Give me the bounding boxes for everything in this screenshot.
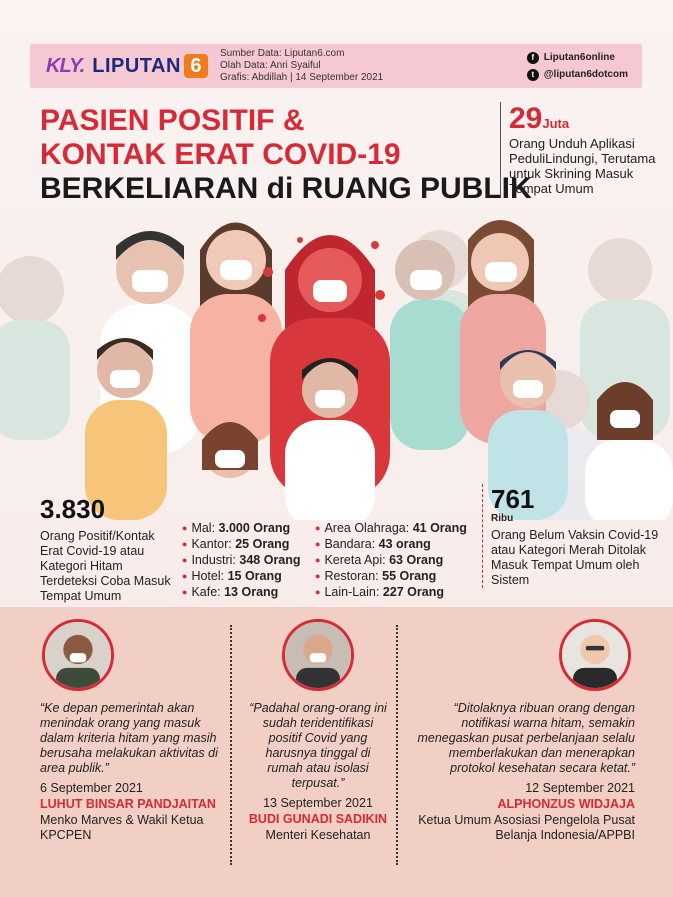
unvaccinated-text: Orang Belum Vaksin Covid-19 atau Kategori Merah Ditolak Masuk Tempat Umum oleh Sistem [491,528,659,587]
list-item: ● Hotel: 15 Orang [182,568,301,584]
quote-text: “Ditolaknya ribuan orang dengan notifikasi warna hitam, semakin menegaskan pusat perbelanjaan selalu memberlakukan dan menerapkan protokol kesehatan secara ketat.” [417,701,635,775]
quote-card-budi [248,607,388,843]
title-line-1: PASIEN POSITIF & [40,104,305,137]
app-download-value: 29 [509,102,543,135]
quote-card-alphonzus [410,607,635,843]
quote-date: 12 September 2021 [525,781,635,795]
title-line-3: BERKELIARAN di RUANG PUBLIK [40,172,532,205]
source-text: Sumber Data: Liputan6.com [219,48,345,59]
six-logo: 6 [184,54,208,78]
quote-role: Menteri Kesehatan [265,828,371,842]
location-list-1 [182,520,301,600]
twitter-link[interactable] [527,66,628,83]
quotes-section [0,607,673,897]
main-title [40,104,532,206]
twitter-icon: t [527,69,539,81]
location-list-2 [315,520,467,600]
quote-card-luhut [40,607,225,843]
person-icon [285,622,351,688]
quote-name: BUDI GUNADI SADIKIN [248,812,388,826]
person-icon [562,622,628,688]
person-icon [45,622,111,688]
facebook-handle: Liputan6online [543,52,615,63]
list-item: ● Kafe: 13 Orang [182,584,301,600]
list-item: ● Restoran: 55 Orang [315,568,467,584]
quote-role: Ketua Umum Asosiasi Pengelola Pusat Belanja Indonesia/APPBI [418,813,635,842]
masked-crowd-illustration [0,200,673,520]
unvaccinated-unit: Ribu [491,513,514,524]
publisher-logo [46,54,208,78]
kly-logo: KLY. [46,54,85,77]
list-item: ● Bandara: 43 orang [315,536,467,552]
quote-date: 6 September 2021 [40,781,143,795]
facebook-icon: f [527,52,539,64]
app-download-number [509,102,660,136]
list-item: ● Lain-Lain: 227 Orang [315,584,467,600]
avatar [42,619,114,691]
quote-text: “Padahal orang-orang ini sudah teridentifikasi positif Covid yang harusnya tinggal di rumah atau isolasi terpusat.” [249,701,387,790]
data-by-text: Olah Data: Anri Syaiful [219,60,321,71]
positive-cases-text: Orang Positif/Kontak Erat Covid-19 atau Kategori Hitam Terdeteksi Coba Masuk Tempat Umum [40,529,171,603]
social-links [527,49,628,83]
unvaccinated-stat [482,484,662,588]
quote-name: ALPHONZUS WIDJAJA [497,797,635,811]
avatar [559,619,631,691]
list-item: ● Industri: 348 Orang [182,552,301,568]
liputan-logo: LIPUTAN [92,54,181,77]
unvaccinated-number: 761 [491,484,535,514]
credits [220,48,383,84]
graphic-by-text: Grafis: Abdillah | 14 September 2021 [219,72,384,83]
list-item: ● Area Olahraga: 41 Orang [315,520,467,536]
positive-cases-stat [40,494,175,604]
facebook-link[interactable] [527,49,628,66]
list-item: ● Kereta Api: 63 Orang [315,552,467,568]
app-download-unit: Juta [542,116,570,131]
positive-cases-number: 3.830 [40,494,106,524]
avatar [282,619,354,691]
header-bar [30,44,642,88]
title-line-2: KONTAK ERAT COVID-19 [40,138,401,171]
quote-role: Menko Marves & Wakil Ketua KPCPEN [40,813,204,842]
quote-date: 13 September 2021 [263,796,373,810]
list-item: ● Kantor: 25 Orang [182,536,301,552]
divider [230,625,232,865]
list-item: ● Mal: 3.000 Orang [182,520,301,536]
app-download-text: Orang Unduh Aplikasi PeduliLindungi, Terutama untuk Skrining Masuk Tempat Umum [509,136,656,196]
quote-text: “Ke depan pemerintah akan menindak orang yang masuk dalam kriteria hitam yang masih berusaha melakukan aktivitas di area publik.” [40,701,218,775]
quote-name: LUHUT BINSAR PANDJAITAN [40,797,216,811]
twitter-handle: @liputan6dotcom [543,69,628,80]
app-download-stat [500,102,660,196]
divider [396,625,398,865]
